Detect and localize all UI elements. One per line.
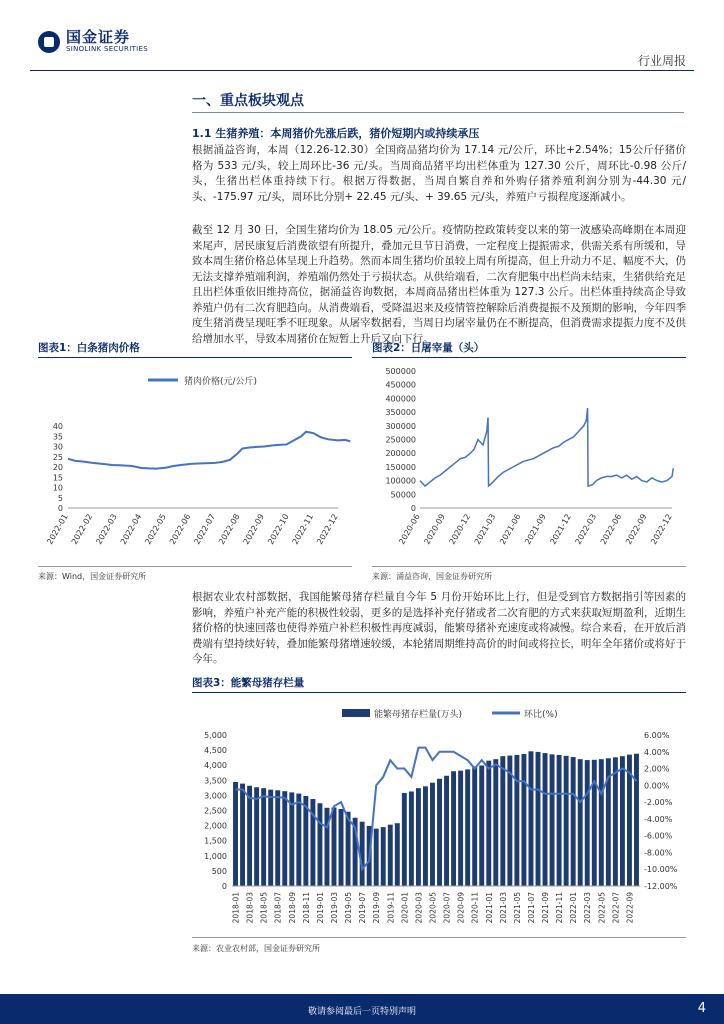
y-tick-label: 2,000: [204, 821, 227, 831]
figure-1-source-divider: [38, 566, 352, 567]
inventory-bar: [296, 794, 301, 886]
x-tick-label: 2019-09: [372, 892, 382, 924]
legend-label: 猪肉价格(元/公斤): [184, 377, 258, 387]
x-tick-label: 2022-09: [624, 512, 649, 546]
y2-tick-label: 2.00%: [644, 764, 670, 774]
x-tick-label: 2020-03: [414, 892, 424, 924]
figure-2-chart: [372, 362, 686, 564]
y-tick-label: 15: [52, 473, 63, 483]
figure-3-source: 来源：农业农村部，国金证券研究所: [192, 944, 320, 953]
x-tick-label: 2018-01: [231, 892, 241, 924]
inventory-bar: [550, 754, 555, 886]
inventory-bar: [275, 790, 280, 886]
x-tick-label: 2019-03: [330, 892, 339, 924]
inventory-bar: [289, 792, 294, 886]
inventory-bar: [233, 782, 238, 886]
paragraph-1: 根据涌益咨询，本周（12.26-12.30）全国商品猪均价为 17.14 元/公斤，环比+2.54%；15公斤仔猪价格为 533 元/头，较上周环比-36 元/头。当周商品猪平均出栏体重为 127.30 公斤，周环比-0.98 公斤/头，生猪出栏体重持续下行。根据万得数据，当周自繁自养和外购仔猪养殖利润分别为-44.30 元/头、-175.97 元/头，周环比分别+ 22.45 元/头、+ 39.65 元/头，养殖户亏损程度逐渐减小。: [192, 144, 686, 203]
company-logo: [38, 30, 148, 53]
y-tick-label: 300000: [385, 421, 416, 431]
figure-2-divider: [372, 357, 686, 358]
y-tick-label: 250000: [385, 435, 416, 445]
inventory-bar: [543, 753, 548, 886]
x-tick-label: 2021-12: [548, 512, 573, 546]
y-tick-label: 150000: [385, 462, 416, 472]
section-title: 一、重点板块观点: [192, 93, 304, 109]
subsection-title: 1.1 生猪养殖：本周猪价先涨后跌，猪价短期内或持续承压: [192, 127, 480, 140]
mom-line: [236, 748, 637, 870]
inventory-bar: [564, 756, 569, 886]
page-number: 4: [697, 1001, 706, 1016]
y-tick-label: 25: [52, 452, 63, 462]
x-tick-label: 2021-09: [523, 512, 548, 546]
y-tick-label: 40: [52, 422, 63, 431]
x-tick-label: 2022-03: [94, 512, 119, 546]
y-tick-label: 5: [57, 493, 63, 503]
figure-1-divider: [38, 357, 352, 358]
company-name-en: SINOLINK SECURITIES: [66, 45, 148, 53]
x-tick-label: 2022-06: [598, 512, 624, 546]
y2-tick-label: 4.00%: [644, 747, 670, 757]
x-tick-label: 2018-03: [245, 892, 255, 924]
inventory-bar: [374, 829, 379, 886]
x-tick-label: 2021-03: [498, 892, 508, 924]
x-tick-label: 2022-03: [583, 892, 593, 924]
x-tick-label: 2022-06: [167, 512, 193, 546]
inventory-bar: [444, 776, 449, 886]
x-tick-label: 2021-01: [484, 892, 494, 924]
logo-icon: [38, 31, 60, 53]
x-tick-label: 2021-07: [526, 892, 536, 924]
x-tick-label: 2022-07: [192, 512, 218, 546]
y-tick-label: 0: [410, 504, 416, 513]
footer-notice: 敬请参阅最后一页特别声明: [307, 1007, 416, 1017]
x-tick-label: 2018-07: [273, 892, 283, 924]
inventory-bar: [346, 812, 351, 886]
y2-tick-label: 6.00%: [644, 731, 670, 740]
y2-tick-label: -6.00%: [644, 831, 673, 841]
x-tick-label: 2020-09: [422, 512, 447, 546]
inventory-bar: [514, 755, 519, 886]
y-tick-label: 100000: [385, 476, 416, 486]
y2-tick-label: -10.00%: [644, 865, 678, 875]
x-tick-label: 2022-05: [597, 892, 607, 924]
inventory-bar: [613, 757, 618, 886]
document-type: 行业周报: [637, 54, 686, 68]
x-tick-label: 2020-06: [397, 512, 422, 546]
x-tick-label: 2019-05: [344, 892, 354, 924]
inventory-bar: [409, 791, 414, 886]
legend-label-bar: 能繁母猪存栏量(万头): [374, 710, 463, 720]
x-tick-label: 2022-01: [569, 892, 579, 924]
inventory-bar: [620, 756, 625, 886]
inventory-bar: [521, 754, 526, 886]
paragraph-3: 根据农业农村部数据，我国能繁母猪存栏量自今年 5 月份开始环比上行，但是受到官方数据指引等因素的影响，养殖户补充产能的积极性较弱，更多的是选择补充仔猪或者二次育肥的方式来获取短期盈利，近期生猪价格的快速回落也使得养殖户补栏积极性再度减弱，能繁母猪补充速度或将减慢。综合来看，在开放后消费端有望持续好转，叠加能繁母猪增速较缓，本轮猪周期维持高价的时间或将拉长，明年全年猪价或将好于今年。: [192, 591, 686, 665]
inventory-bar: [557, 755, 562, 886]
figure-3-divider: [192, 692, 686, 693]
x-tick-label: 2020-01: [400, 892, 410, 924]
slaughter-line: [420, 408, 673, 486]
x-tick-label: 2020-05: [428, 892, 438, 924]
inventory-bar: [529, 751, 534, 886]
figure-1-chart: [38, 362, 352, 564]
inventory-bar: [381, 827, 386, 886]
x-tick-label: 2018-05: [259, 892, 269, 924]
x-tick-label: 2020-07: [442, 892, 452, 924]
inventory-bar: [472, 766, 477, 886]
x-tick-label: 2021-09: [541, 892, 551, 924]
inventory-bar: [451, 771, 456, 886]
y-tick-label: 0: [57, 504, 63, 513]
inventory-bar: [634, 754, 639, 886]
inventory-bar: [416, 788, 421, 886]
x-tick-label: 2021-03: [472, 512, 498, 546]
inventory-bar: [247, 786, 252, 886]
y-tick-label: 20: [52, 463, 63, 472]
x-tick-label: 2022-05: [143, 512, 168, 546]
inventory-bar: [493, 759, 498, 886]
x-tick-label: 2018-11: [301, 892, 311, 924]
y2-tick-label: -8.00%: [644, 848, 673, 858]
inventory-bar: [479, 766, 484, 886]
y-tick-label: 400000: [385, 394, 416, 404]
y2-tick-label: -2.00%: [644, 798, 673, 808]
inventory-bar: [402, 793, 407, 886]
y-tick-label: 3,000: [204, 791, 227, 801]
x-tick-label: 2022-10: [266, 512, 291, 546]
inventory-bar: [395, 823, 400, 886]
x-tick-label: 2020-09: [456, 892, 466, 924]
inventory-bar: [592, 760, 597, 886]
y-tick-label: 450000: [385, 380, 416, 390]
x-tick-label: 2022-04: [118, 512, 144, 546]
legend-label-line: 环比(%): [524, 710, 558, 720]
y-tick-label: 500: [211, 866, 227, 876]
inventory-bar: [282, 791, 287, 886]
figure-1-title: 图表1：白条猪肉价格: [38, 342, 140, 354]
figure-2-source-divider: [372, 566, 686, 567]
y-tick-label: 35: [52, 432, 63, 442]
figure-3-source-divider: [192, 937, 686, 938]
x-tick-label: 2022-09: [625, 892, 635, 924]
y2-tick-label: -4.00%: [644, 814, 673, 824]
inventory-bar: [571, 757, 576, 886]
inventory-bar: [585, 760, 590, 886]
y-tick-label: 350000: [385, 408, 416, 418]
price-line: [68, 432, 350, 469]
inventory-bar: [268, 790, 273, 886]
company-name-cn: 国金证券: [66, 28, 131, 46]
figure-2-source: 来源：涌益咨询，国金证券研究所: [372, 572, 492, 581]
x-tick-label: 2020-12: [447, 512, 473, 546]
inventory-bar: [388, 825, 393, 886]
inventory-bar: [486, 761, 491, 886]
inventory-bar: [240, 784, 245, 886]
inventory-bar: [578, 759, 583, 886]
inventory-bar: [254, 787, 259, 886]
y2-tick-label: -12.00%: [644, 882, 678, 891]
y-tick-label: 50000: [390, 490, 416, 500]
figure-3-chart: [192, 697, 686, 935]
inventory-bar: [423, 786, 428, 886]
x-tick-label: 2019-07: [358, 892, 368, 924]
inventory-bar: [332, 807, 337, 886]
x-tick-label: 2018-09: [287, 892, 297, 924]
inventory-bar: [536, 752, 541, 886]
y-tick-label: 4,000: [204, 761, 227, 771]
x-tick-label: 2022-11: [290, 512, 316, 546]
x-tick-label: 2022-08: [217, 512, 242, 546]
inventory-bar: [339, 809, 344, 886]
legend-swatch-bar: [342, 709, 370, 717]
x-tick-label: 2019-11: [386, 892, 396, 924]
x-tick-label: 2022-09: [241, 512, 267, 546]
x-tick-label: 2022-12: [315, 512, 340, 546]
inventory-bar: [458, 771, 463, 886]
x-tick-label: 2021-06: [498, 512, 523, 546]
inventory-bar: [437, 779, 442, 886]
y-tick-label: 0: [221, 882, 227, 891]
y2-tick-label: 0.00%: [644, 781, 670, 791]
y-tick-label: 5,000: [204, 731, 227, 740]
inventory-bar: [500, 756, 505, 886]
y-tick-label: 1,500: [204, 836, 227, 846]
y-tick-label: 30: [52, 442, 63, 452]
x-tick-label: 2019-01: [315, 892, 325, 924]
x-tick-label: 2020-11: [470, 892, 480, 924]
x-tick-label: 2022-03: [573, 512, 599, 546]
y-tick-label: 200000: [385, 449, 416, 459]
figure-2-title: 图表2：日屠宰量（头）: [372, 342, 485, 354]
paragraph-2: 截至 12 月 30 日，全国生猪均价为 18.05 元/公斤。疫情防控政策转变以来的第一波感染高峰期在本周迎来尾声，居民康复后消费欲望有所提升，叠加元旦节日消费，一定程度上提振需求，供需关系有所缓和，导致本周生猪价格总体呈现上升趋势。然而本周生猪均价虽较上周有所提高，但上升动力不足、幅度不大，仍无法支撑养殖端利润，养殖端仍然处于亏损状态。从供给端看，二次育肥集中出栏尚未结束，生猪供给充足且出栏体重依旧维持高位，据涌益咨询数据，本周商品猪出栏体重为 127.3 公斤。出栏体重持续高企导致养殖户仍有二次育肥趋向。从消费端看，受降温迟来及疫情管控解除后消费提振不及预期的影响，今年四季度生猪消费呈现旺季不旺现象。从屠宰数据看，当周日均屠宰量仍在不断提高，但消费需求提振力度不及供给增加水平，导致本周猪价在短暂上升后又向下行。: [192, 224, 686, 345]
inventory-bar: [317, 803, 322, 886]
y-tick-label: 10: [52, 483, 63, 493]
x-tick-label: 2022-07: [611, 892, 621, 924]
inventory-bar: [261, 788, 266, 886]
header-divider: [30, 70, 694, 71]
y-tick-label: 1,000: [204, 851, 227, 861]
section-divider: [192, 112, 684, 113]
inventory-bar: [430, 783, 435, 886]
x-tick-label: 2022-02: [69, 512, 95, 546]
y-tick-label: 500000: [385, 367, 416, 376]
figure-3-title: 图表3：能繁母猪存栏量: [192, 677, 305, 689]
x-tick-label: 2021-11: [555, 892, 565, 924]
figure-1-source: 来源：Wind，国金证券研究所: [38, 572, 147, 581]
inventory-bar: [465, 769, 470, 886]
x-tick-label: 2022-12: [649, 512, 674, 546]
y-tick-label: 2,500: [204, 806, 227, 816]
y-tick-label: 4,500: [204, 746, 227, 756]
x-tick-label: 2021-05: [512, 892, 522, 924]
inventory-bar: [599, 759, 604, 886]
x-tick-label: 2022-01: [45, 512, 70, 546]
y-tick-label: 3,500: [204, 776, 227, 786]
